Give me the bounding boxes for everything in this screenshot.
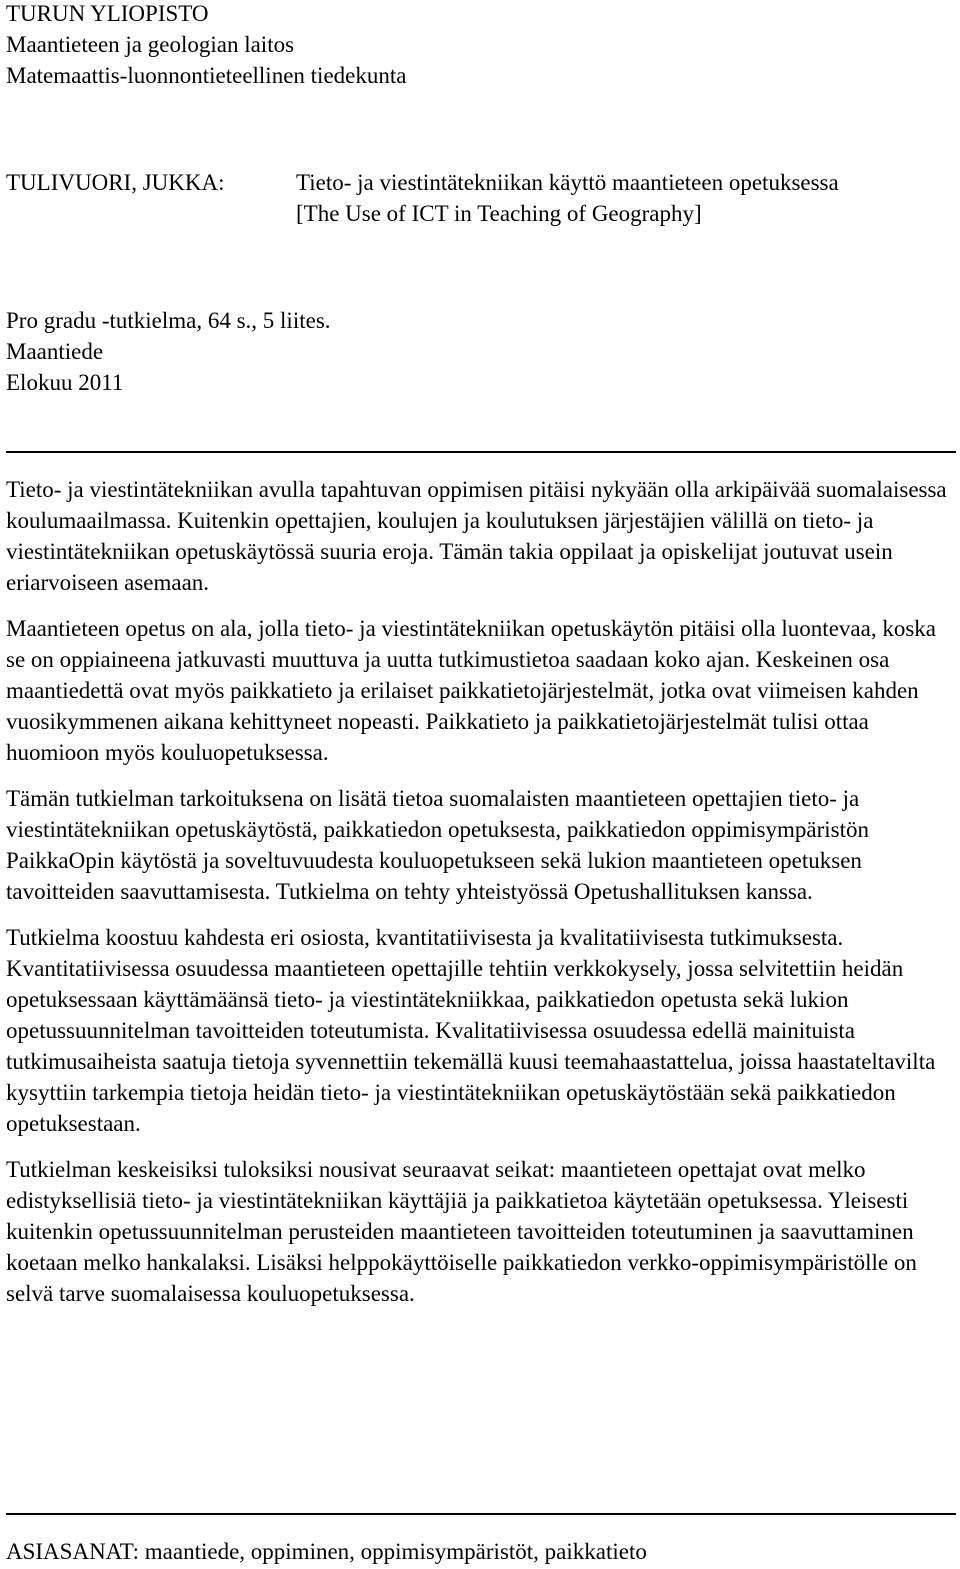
author-name: TULIVUORI, JUKKA: bbox=[6, 170, 225, 195]
faculty-name: Matemaattis-luonnontieteellinen tiedekunta bbox=[6, 63, 407, 88]
abstract-paragraph: Tämän tutkielman tarkoituksena on lisätä tietoa suomalaisten maantieteen opettajien tieto- ja viestintätekniikan opetuskäytöstä, paikkatiedon opetuksesta, paikkatiedon oppimisympäristön PaikkaOpin käytöstä ja soveltuvuudesta kouluopetukseen sekä lukion maantieteen opetuksen tavoitteiden saavuttamisesta. Tutkielma on tehty yhteistyössä Opetushallituksen kanssa. bbox=[6, 786, 869, 904]
thesis-date: Elokuu 2011 bbox=[6, 370, 124, 395]
keywords-line: ASIASANAT: maantiede, oppiminen, oppimisympäristöt, paikkatieto bbox=[6, 1539, 647, 1564]
abstract-body bbox=[6, 474, 956, 1324]
abstract-paragraph: Tutkielma koostuu kahdesta eri osiosta, kvantitatiivisesta ja kvalitatiivisesta tutkimuksesta. Kvantitatiivisessa osuudessa maantieteen opettajille tehtiin verkkokysely, jossa selvitettiin heidän opetuksessaan käyttämäänsä tieto- ja viestintätekniikkaa, paikkatiedon opetusta sekä lukion opetussuunnitelman tavoitteiden toteutumista. Kvalitatiivisessa osuudessa edellä mainituista tutkimusaiheista saatuja tietoja syvennettiin tekemällä kuusi teemahaastattelua, joissa haastateltavilta kysyttiin tarkempia tietoja heidän tieto- ja viestintätekniikan opetuskäytöstään sekä paikkatiedon opetuksestaan. bbox=[6, 925, 936, 1136]
thesis-meta bbox=[6, 305, 331, 398]
abstract-paragraph: Tutkielman keskeisiksi tuloksiksi nousivat seuraavat seikat: maantieteen opettajat ovat melko edistyksellisiä tieto- ja viestintätekniikan käyttäjiä ja paikkatietoa käytetään opetuksessa. Yleisesti kuitenkin opetussuunnitelman perusteiden maantieteen tavoitteiden toteutuminen ja saavuttaminen koetaan melko hankalaksi. Lisäksi helppokäyttöiselle paikkatiedon verkko-oppimisympäristölle on selvä tarve suomalaisessa kouluopetuksessa. bbox=[6, 1157, 917, 1306]
bottom-divider bbox=[6, 1513, 956, 1515]
university-name: TURUN YLIOPISTO bbox=[6, 1, 209, 26]
thesis-title-finnish: Tieto- ja viestintätekniikan käyttö maantieteen opetuksessa bbox=[296, 170, 839, 195]
department-name: Maantieteen ja geologian laitos bbox=[6, 32, 295, 57]
thesis-title-english: [The Use of ICT in Teaching of Geography] bbox=[296, 201, 702, 226]
thesis-titles bbox=[296, 167, 839, 229]
top-divider bbox=[6, 451, 956, 453]
thesis-type: Pro gradu -tutkielma, 64 s., 5 liites. bbox=[6, 308, 331, 333]
abstract-paragraph: Maantieteen opetus on ala, jolla tieto- ja viestintätekniikan opetuskäytön pitäisi olla luontevaa, koska se on oppiaineena jatkuvasti muuttuva ja uutta tutkimustietoa saadaan koko ajan. Keskeinen osa maantiedettä ovat myös paikkatieto ja erilaiset paikkatietojärjestelmät, jotka ovat viimeisen kahden vuosikymmenen aikana kehittyneet nopeasti. Paikkatieto ja paikkatietojärjestelmät tulisi ottaa huomioon myös kouluopetuksessa. bbox=[6, 616, 936, 765]
abstract-paragraph: Tieto- ja viestintätekniikan avulla tapahtuvan oppimisen pitäisi nykyään olla arkipäivää suomalaisessa koulumaailmassa. Kuitenkin opettajien, koulujen ja koulutuksen järjestäjien välillä on tieto- ja viestintätekniikan opetuskäytössä suuria eroja. Tämän takia oppilaat ja opiskelijat joutuvat usein eriarvoiseen asemaan. bbox=[6, 477, 947, 595]
thesis-subject: Maantiede bbox=[6, 339, 104, 364]
institution-header bbox=[6, 0, 406, 91]
